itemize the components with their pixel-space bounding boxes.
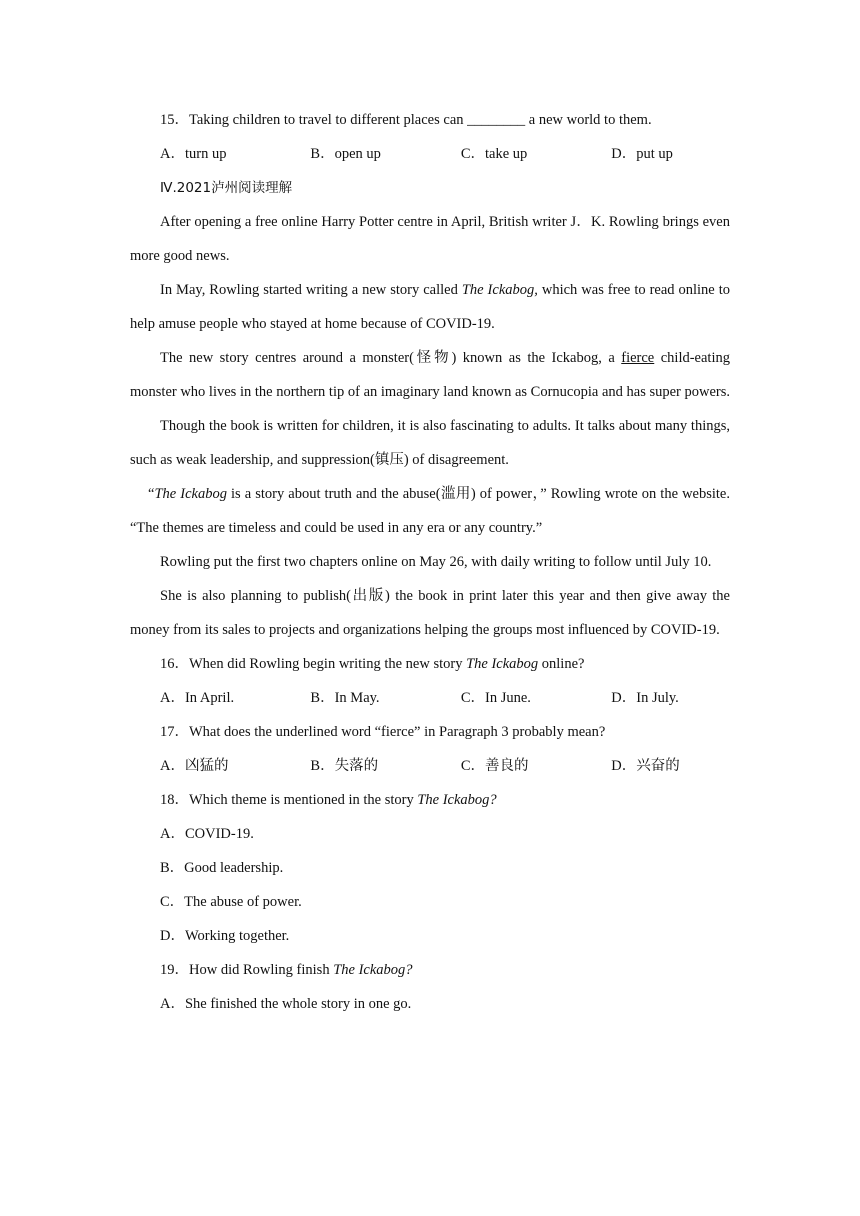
q16-option-a: A．In April. [160, 690, 235, 706]
q16-option-d: D．In July. [611, 690, 679, 706]
q17-option-c: C．善良的 [460, 758, 529, 774]
question-17-options [130, 749, 730, 783]
question-16-options [130, 681, 730, 715]
passage-paragraph-2 [130, 273, 730, 341]
p5-book-title: The Ickabog [154, 486, 227, 502]
q18-option-d: D．Working together. [160, 928, 290, 944]
p2-text-a: In May, Rowling started writing a new story called [160, 282, 462, 298]
question-16-stem [130, 647, 730, 681]
q16-book-title: The Ickabog [466, 656, 539, 672]
passage-paragraph-5 [130, 477, 730, 545]
q16-stem-b: online? [538, 656, 585, 672]
p2-book-title: The Ickabog, [461, 282, 538, 298]
q15-option-a: A．turn up [160, 146, 227, 162]
p2-text-b: which was free to read online to help amuse people who stayed at home because of COVID-19. [130, 282, 730, 332]
q18-option-b: B．Good leadership. [160, 860, 284, 876]
q19-stem-a: 19．How did Rowling finish [160, 962, 334, 978]
q17-option-b: B．失落的 [310, 758, 379, 774]
underlined-word-fierce: fierce [621, 350, 655, 366]
p3-text-b: child-eating monster who lives in the northern tip of an imaginary land known as Cornucopia and has super powers. [130, 350, 731, 400]
p3-text-a: The new story centres around a monster(怪物) known as the Ickabog, a [160, 350, 622, 366]
q16-stem-a: 16．When did Rowling begin writing the new story [160, 656, 467, 672]
document-page [130, 103, 730, 1021]
q19-book-title: The Ickabog? [333, 962, 413, 978]
passage-paragraph-6: Rowling put the first two chapters online on May 26, with daily writing to follow until July 10. [160, 554, 712, 570]
q15-option-c: C．take up [460, 146, 528, 162]
q19-option-a: A．She finished the whole story in one go. [160, 996, 412, 1012]
passage-paragraph-3 [130, 341, 730, 409]
passage-paragraph-7: She is also planning to publish(出版) the book in print later this year and then give away the money from its sales to projects and organizations helping the groups most influenced by COVID-19. [130, 588, 730, 638]
q18-book-title: The Ickabog? [417, 792, 497, 808]
q15-option-b: B．open up [310, 146, 381, 162]
section-heading: Ⅳ.2021泸州阅读理解 [160, 180, 293, 196]
q15-option-d: D．put up [611, 146, 673, 162]
q17-option-a: A．凶猛的 [160, 758, 229, 774]
q18-option-c: C．The abuse of power. [160, 894, 302, 910]
q16-option-c: C．In June. [460, 690, 531, 706]
p5-open-quote: “ [148, 486, 155, 502]
question-15-stem: 15．Taking children to travel to different places can ________ a new world to them. [160, 112, 652, 128]
q18-option-a: A．COVID-19. [160, 826, 254, 842]
question-17-stem: 17．What does the underlined word “fierce” in Paragraph 3 probably mean? [160, 724, 606, 740]
question-15-options [130, 137, 730, 171]
question-18-stem [130, 783, 730, 817]
p5-text: is a story about truth and the abuse(滥用) of power，” Rowling wrote on the website. “The themes are timeless and could be used in any era or any country.” [130, 486, 730, 536]
q17-option-d: D．兴奋的 [611, 758, 680, 774]
passage-paragraph-1: After opening a free online Harry Potter centre in April, British writer J．K. Rowling brings even more good news. [130, 214, 730, 264]
passage-paragraph-4: Though the book is written for children, it is also fascinating to adults. It talks about many things, such as weak leadership, and suppression(镇压) of disagreement. [130, 418, 730, 468]
q16-option-b: B．In May. [310, 690, 380, 706]
question-19-stem [130, 953, 730, 987]
q18-stem-a: 18．Which theme is mentioned in the story [160, 792, 418, 808]
